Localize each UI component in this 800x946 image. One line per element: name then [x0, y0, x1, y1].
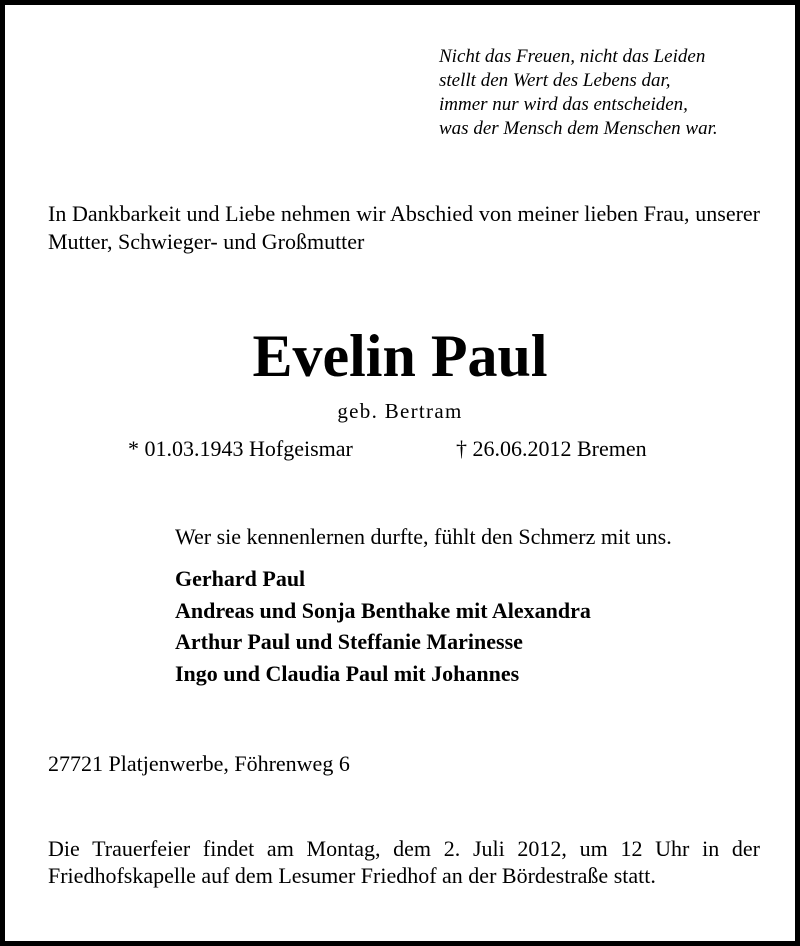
death-date-place: † 26.06.2012 Bremen [456, 436, 647, 461]
family-address: 27721 Platjenwerbe, Föhrenweg 6 [48, 751, 350, 776]
deceased-name: Evelin Paul [252, 323, 548, 389]
motto-line: was der Mensch dem Menschen war. [439, 118, 718, 139]
mourner-entry: Gerhard Paul [175, 566, 306, 591]
motto-poem [439, 45, 718, 141]
mourner-entry: Arthur Paul und Steffanie Marinesse [175, 629, 523, 654]
birth-date-place: * 01.03.1943 Hofgeismar [128, 436, 353, 461]
mourner-entry: Ingo und Claudia Paul mit Johannes [175, 660, 520, 686]
intro-text: In Dankbarkeit und Liebe nehmen wir Abschied von meiner lieben Frau, unserer Mutter, Schwieger- und Großmutter [48, 201, 760, 254]
condolence-line: Wer sie kennenlernen durfte, fühlt den Schmerz mit uns. [175, 524, 672, 549]
funeral-service-info: Die Trauerfeier findet am Montag, dem 2. Juli 2012, um 12 Uhr in der Friedhofskapelle auf dem Lesumer Friedhof an der Bördestraße statt. [48, 836, 760, 888]
mourners-list [175, 563, 591, 689]
mourner-entry: Andreas und Sonja Benthake mit Alexandra [175, 597, 591, 623]
motto-line: immer nur wird das entscheiden, [439, 94, 688, 115]
maiden-name: geb. Bertram [337, 399, 463, 423]
motto-line: Nicht das Freuen, nicht das Leiden [439, 46, 706, 67]
motto-line: stellt den Wert des Lebens dar, [439, 70, 671, 91]
